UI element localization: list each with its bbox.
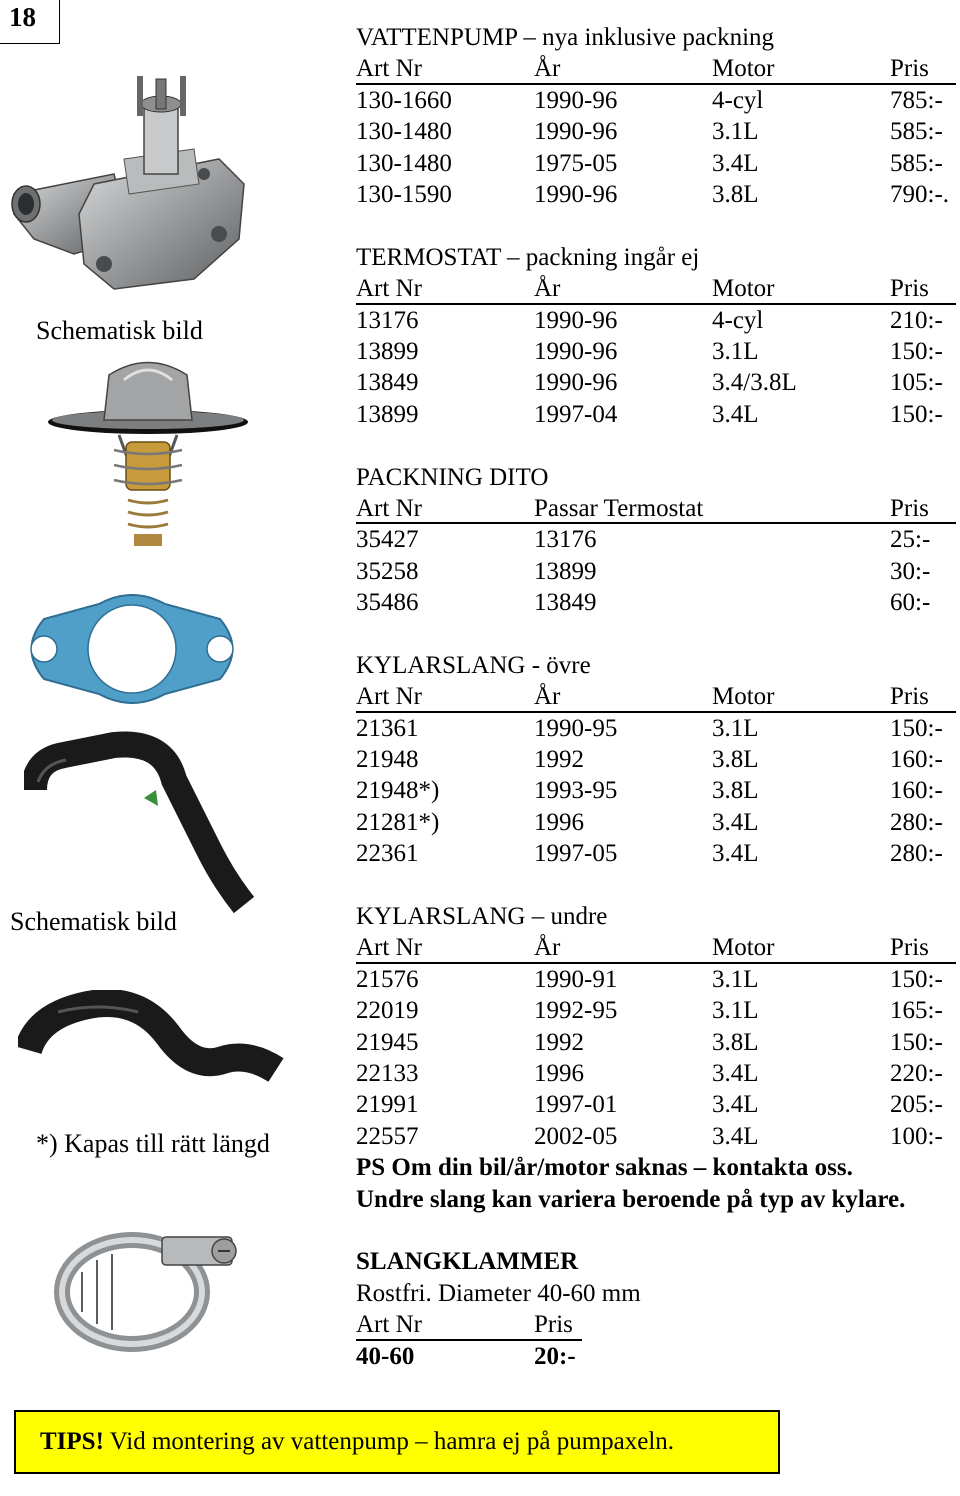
upper-hose-title: KYLARSLANG - övre: [356, 651, 591, 679]
price: 210:-: [890, 306, 943, 334]
price: 150:-: [890, 714, 943, 742]
art-nr: 21948*): [356, 777, 440, 805]
price-list: [356, 22, 956, 1372]
price: 785:-: [890, 86, 943, 114]
table-row: [356, 399, 956, 430]
thermostat-section: [356, 242, 956, 430]
upper-hose-header-row: [356, 681, 956, 712]
price: 30:-: [890, 557, 931, 585]
price: 205:-: [890, 1091, 943, 1119]
table-row: [356, 995, 956, 1026]
col-year: År: [534, 934, 561, 962]
thermostat-nr: 13176: [534, 526, 597, 554]
year: 1993-95: [534, 777, 618, 805]
table-row: [356, 1121, 956, 1152]
engine: 3.1L: [712, 337, 759, 365]
col-price: Pris: [890, 55, 929, 83]
art-nr: 130-1590: [356, 180, 452, 208]
table-row: [356, 336, 956, 367]
engine: 3.4L: [712, 400, 759, 428]
price: 585:-: [890, 118, 943, 146]
table-row: [356, 1341, 956, 1372]
engine: 4-cyl: [712, 86, 764, 114]
engine: 3.1L: [712, 118, 759, 146]
year: 1997-04: [534, 400, 618, 428]
thermostat-nr: 13899: [534, 557, 597, 585]
year: 1975-05: [534, 149, 618, 177]
page-number: 18: [0, 0, 60, 44]
price: 220:-: [890, 1059, 943, 1087]
col-price: Pris: [534, 1311, 573, 1339]
col-engine: Motor: [712, 683, 775, 711]
price: 100:-: [890, 1122, 943, 1150]
table-row: [356, 116, 956, 147]
col-price: Pris: [890, 683, 929, 711]
engine: 3.8L: [712, 180, 759, 208]
lower-hose-image: [18, 990, 286, 1106]
table-row: [356, 1058, 956, 1089]
hose-clamp-section: [356, 1246, 956, 1372]
price: 160:-: [890, 746, 943, 774]
water-pump-image: [4, 64, 250, 296]
price: 165:-: [890, 997, 943, 1025]
col-engine: Motor: [712, 275, 775, 303]
engine: 3.4L: [712, 149, 759, 177]
art-nr: 22133: [356, 1059, 419, 1087]
lower-hose-header-row: [356, 932, 956, 963]
art-nr: 21945: [356, 1028, 419, 1056]
engine: 3.4L: [712, 1059, 759, 1087]
price: 160:-: [890, 777, 943, 805]
engine: 3.4L: [712, 1122, 759, 1150]
thermostat-nr: 13849: [534, 589, 597, 617]
engine: 3.4L: [712, 1091, 759, 1119]
price: 20:-: [534, 1342, 576, 1370]
price: 790:-.: [890, 180, 950, 208]
art-nr: 35427: [356, 526, 419, 554]
art-nr: 40-60: [356, 1342, 415, 1370]
price: 280:-: [890, 840, 943, 868]
table-row: [356, 1027, 956, 1058]
table-row: [356, 179, 956, 210]
art-nr: 22019: [356, 997, 419, 1025]
water-pump-header-row: [356, 53, 956, 84]
year: 1990-96: [534, 118, 618, 146]
price: 280:-: [890, 808, 943, 836]
engine: 3.1L: [712, 965, 759, 993]
year: 1990-96: [534, 180, 618, 208]
art-nr: 35258: [356, 557, 419, 585]
price: 150:-: [890, 965, 943, 993]
year: 1992-95: [534, 997, 618, 1025]
col-art-nr: Art Nr: [356, 683, 422, 711]
col-price: Pris: [890, 934, 929, 962]
art-nr: 130-1660: [356, 86, 452, 114]
engine: 3.8L: [712, 746, 759, 774]
art-nr: 21576: [356, 965, 419, 993]
art-nr: 13176: [356, 306, 419, 334]
water-pump-title: VATTENPUMP – nya inklusive packning: [356, 24, 775, 51]
engine: 3.1L: [712, 997, 759, 1025]
upper-hose-image: [24, 730, 264, 920]
lower-hose-title: KYLARSLANG – undre: [356, 903, 608, 930]
art-nr: 13899: [356, 400, 419, 428]
table-row: [356, 524, 956, 555]
col-fits-thermostat: Passar Termostat: [534, 494, 704, 522]
col-art-nr: Art Nr: [356, 1311, 422, 1339]
col-art-nr: Art Nr: [356, 55, 422, 83]
year: 1996: [534, 1059, 584, 1087]
engine: 3.8L: [712, 1028, 759, 1056]
col-engine: Motor: [712, 934, 775, 962]
year: 1992: [534, 746, 584, 774]
engine: 3.4/3.8L: [712, 369, 797, 397]
col-year: År: [534, 275, 561, 303]
col-price: Pris: [890, 275, 929, 303]
table-row: [356, 807, 956, 838]
tips-box: [14, 1410, 780, 1474]
art-nr: 22361: [356, 840, 419, 868]
col-price: Pris: [890, 494, 929, 522]
lower-hose-section: [356, 901, 956, 1215]
hose-clamp-description: Rostfri. Diameter 40-60 mm: [356, 1279, 641, 1307]
art-nr: 130-1480: [356, 149, 452, 177]
table-row: [356, 85, 956, 116]
gasket-section: [356, 462, 956, 619]
table-row: [356, 964, 956, 995]
table-row: [356, 367, 956, 398]
water-pump-section: [356, 22, 956, 210]
art-nr: 35486: [356, 589, 419, 617]
table-row: [356, 713, 956, 744]
table-row: [356, 838, 956, 869]
art-nr: 13849: [356, 369, 419, 397]
col-art-nr: Art Nr: [356, 494, 422, 522]
art-nr: 21948: [356, 746, 419, 774]
art-nr: 21281*): [356, 808, 440, 836]
year: 1997-05: [534, 840, 618, 868]
engine: 3.4L: [712, 840, 759, 868]
gasket-image: [14, 584, 250, 714]
table-row: [356, 775, 956, 806]
thermostat-header-row: [356, 273, 956, 304]
table-row: [356, 305, 956, 336]
tips-label: TIPS!: [40, 1428, 104, 1455]
col-year: År: [534, 683, 561, 711]
thermostat-title: TERMOSTAT – packning ingår ej: [356, 243, 700, 271]
gasket-header-row: [356, 493, 956, 524]
year: 1990-91: [534, 965, 618, 993]
art-nr: 21361: [356, 714, 419, 742]
price: 105:-: [890, 369, 943, 397]
year: 1990-96: [534, 337, 618, 365]
year: 2002-05: [534, 1122, 618, 1150]
missing-vehicle-note: PS Om din bil/år/motor saknas – kontakta oss.: [356, 1154, 853, 1182]
table-row: [356, 587, 956, 618]
col-engine: Motor: [712, 55, 775, 83]
year: 1996: [534, 808, 584, 836]
hose-clamp-header-row: [356, 1309, 582, 1340]
col-art-nr: Art Nr: [356, 275, 422, 303]
year: 1990-96: [534, 369, 618, 397]
year: 1990-96: [534, 86, 618, 114]
col-year: År: [534, 55, 561, 83]
year: 1992: [534, 1028, 584, 1056]
price: 150:-: [890, 1028, 943, 1056]
price: 60:-: [890, 589, 931, 617]
art-nr: 21991: [356, 1091, 419, 1119]
thermostat-image: [44, 350, 252, 550]
engine: 3.8L: [712, 777, 759, 805]
schematic-caption-top: Schematisk bild: [36, 316, 203, 345]
price: 25:-: [890, 526, 931, 554]
gasket-title: PACKNING DITO: [356, 463, 549, 491]
engine: 3.1L: [712, 714, 759, 742]
schematic-caption-bottom: Schematisk bild: [10, 907, 177, 936]
engine: 4-cyl: [712, 306, 764, 334]
price: 585:-: [890, 149, 943, 177]
price: 150:-: [890, 400, 943, 428]
price: 150:-: [890, 337, 943, 365]
year: 1997-01: [534, 1091, 618, 1119]
year: 1990-95: [534, 714, 618, 742]
table-row: [356, 556, 956, 587]
tips-text: Vid montering av vattenpump – hamra ej på pumpaxeln.: [103, 1428, 675, 1455]
art-nr: 22557: [356, 1122, 419, 1150]
upper-hose-section: [356, 650, 956, 870]
engine: 3.4L: [712, 808, 759, 836]
art-nr: 13899: [356, 337, 419, 365]
table-row: [356, 1089, 956, 1120]
cut-note-caption: *) Kapas till rätt längd: [36, 1129, 270, 1158]
hose-clamp-image: [52, 1212, 252, 1352]
art-nr: 130-1480: [356, 118, 452, 146]
hose-clamp-title: SLANGKLAMMER: [356, 1248, 579, 1276]
table-row: [356, 148, 956, 179]
year: 1990-96: [534, 306, 618, 334]
hose-variation-note: Undre slang kan variera beroende på typ av kylare.: [356, 1185, 906, 1213]
col-art-nr: Art Nr: [356, 934, 422, 962]
table-row: [356, 744, 956, 775]
